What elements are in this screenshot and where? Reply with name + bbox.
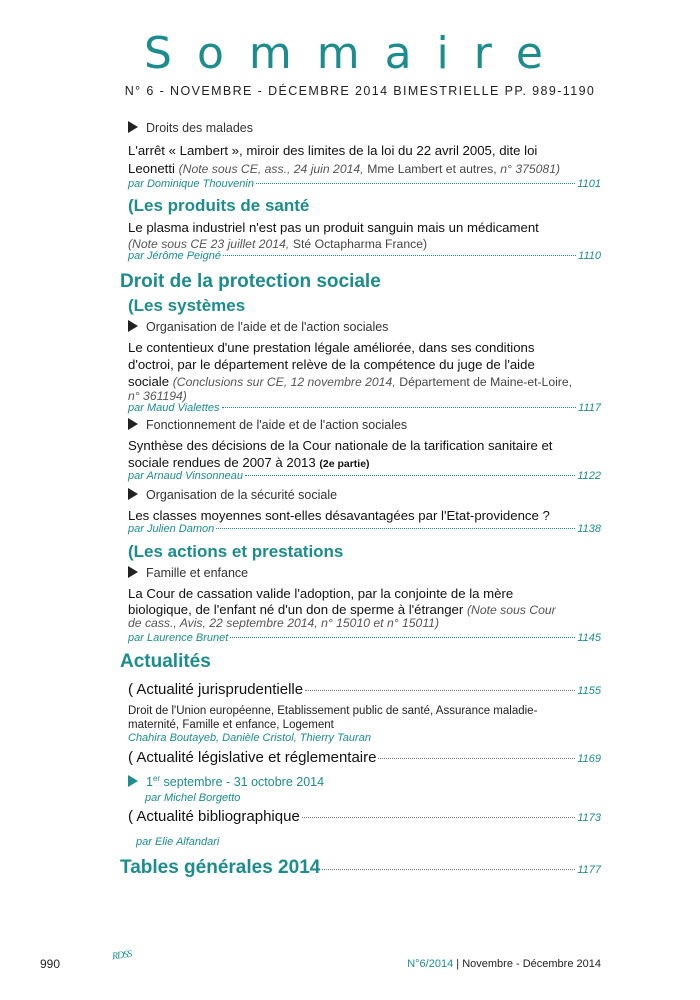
page-ref: 1145: [577, 632, 601, 644]
issue-subtitle: N° 6 - NOVEMBRE - DÉCEMBRE 2014 BIMESTRIELLE PP. 989-1190: [124, 84, 596, 98]
author-line: par Michel Borgetto: [145, 792, 241, 804]
page-ref: 1110: [578, 250, 601, 262]
article-title: L'arrêt « Lambert », miroir des limites de la loi du 22 avril 2005, dite loi: [128, 143, 538, 158]
article-note: (Note sous CE 23 juillet 2014, Sté Octapharma France): [128, 237, 428, 251]
article-title: Les classes moyennes sont-elles désavantagées par l'Etat-providence ?: [128, 508, 550, 523]
article-title-line: sociale (Conclusions sur CE, 12 novembre 2014, Département de Maine-et-Loire,: [128, 374, 573, 389]
arrow-right-icon: [128, 320, 138, 332]
actualite-description: Droit de l'Union européenne, Etablissement public de santé, Assurance maladie-: [128, 705, 538, 717]
article-note: de cass., Avis, 22 septembre 2014, n° 15010 et n° 15011): [128, 616, 440, 630]
page-ref: 1155: [577, 685, 601, 697]
article-title-line: biologique, de l'enfant né d'un don de sperme à l'étranger (Note sous Cour: [128, 602, 556, 617]
section-organisation-aide: Organisation de l'aide et de l'action sociales: [128, 320, 388, 334]
page-ref: 1173: [577, 812, 601, 824]
section-fonctionnement-aide: Fonctionnement de l'aide et de l'action sociales: [128, 418, 407, 432]
article-title: Le plasma industriel n'est pas un produit sanguin mais un médicament: [128, 220, 539, 235]
section-securite-sociale: Organisation de la sécurité sociale: [128, 488, 337, 502]
page-ref: 1177: [577, 864, 601, 876]
page-ref: 1122: [577, 470, 601, 482]
article-title: Le contentieux d'une prestation légale améliorée, dans ses conditions: [128, 340, 535, 355]
article-note: n° 361194): [128, 389, 187, 403]
page-ref: 1101: [577, 178, 601, 190]
actualite-legislative: ( Actualité législative et réglementaire 1169: [128, 749, 601, 766]
arrow-right-icon: [128, 121, 138, 133]
page-ref: 1117: [578, 402, 601, 414]
tables-generales: Tables générales 2014 1177: [120, 857, 601, 878]
section-famille-enfance: Famille et enfance: [128, 566, 248, 580]
arrow-right-icon: [128, 775, 138, 787]
article-title: La Cour de cassation valide l'adoption, par la conjointe de la mère: [128, 586, 514, 601]
author-line: par Laurence Brunet 1145: [128, 632, 601, 644]
section-heading: Actualités: [120, 651, 211, 672]
page-ref: 1169: [577, 753, 601, 765]
rdss-logo: RDSS: [111, 948, 133, 963]
page-ref: 1138: [577, 523, 601, 535]
article-title-line: Leonetti (Note sous CE, ass., 24 juin 2014, Mme Lambert et autres, n° 375081): [128, 161, 561, 176]
author-line: par Julien Damon 1138: [128, 523, 601, 535]
author-line: par Arnaud Vinsonneau 1122: [128, 470, 601, 482]
subsection-heading: (Les produits de santé: [128, 196, 310, 215]
article-title: Synthèse des décisions de la Cour nationale de la tarification sanitaire et: [128, 438, 553, 453]
page-number: 990: [40, 957, 61, 971]
page-title: Sommaire: [144, 28, 568, 79]
article-title-line: d'octroi, par le département relève de la compétence du juge de l'aide: [128, 357, 535, 372]
arrow-right-icon: [128, 566, 138, 578]
author-line: par Maud Vialettes 1117: [128, 402, 601, 414]
subsection-heading: (Les systèmes: [128, 296, 246, 315]
author-line: Chahira Boutayeb, Danièle Cristol, Thierry Tauran: [128, 732, 371, 744]
section-droits-des-malades: Droits des malades: [128, 121, 253, 135]
actualite-description-line: maternité, Famille et enfance, Logement: [128, 719, 334, 731]
actualite-bibliographique: ( Actualité bibliographique 1173: [128, 808, 601, 825]
author-line: par Jérôme Peigné 1110: [128, 250, 601, 262]
article-title-line: sociale rendues de 2007 à 2013 (2e partie): [128, 455, 370, 470]
arrow-right-icon: [128, 418, 138, 430]
section-heading: Droit de la protection sociale: [120, 271, 381, 292]
subsection-heading: (Les actions et prestations: [128, 542, 344, 561]
author-line: par Dominique Thouvenin 1101: [128, 178, 601, 190]
author-line: par Elie Alfandari: [136, 836, 220, 848]
arrow-right-icon: [128, 488, 138, 500]
actualite-period: 1er septembre - 31 octobre 2014: [128, 774, 324, 789]
issue-footer: N°6/2014 | Novembre - Décembre 2014: [407, 958, 601, 970]
actualite-jurisprudentielle: ( Actualité jurisprudentielle 1155: [128, 681, 601, 698]
